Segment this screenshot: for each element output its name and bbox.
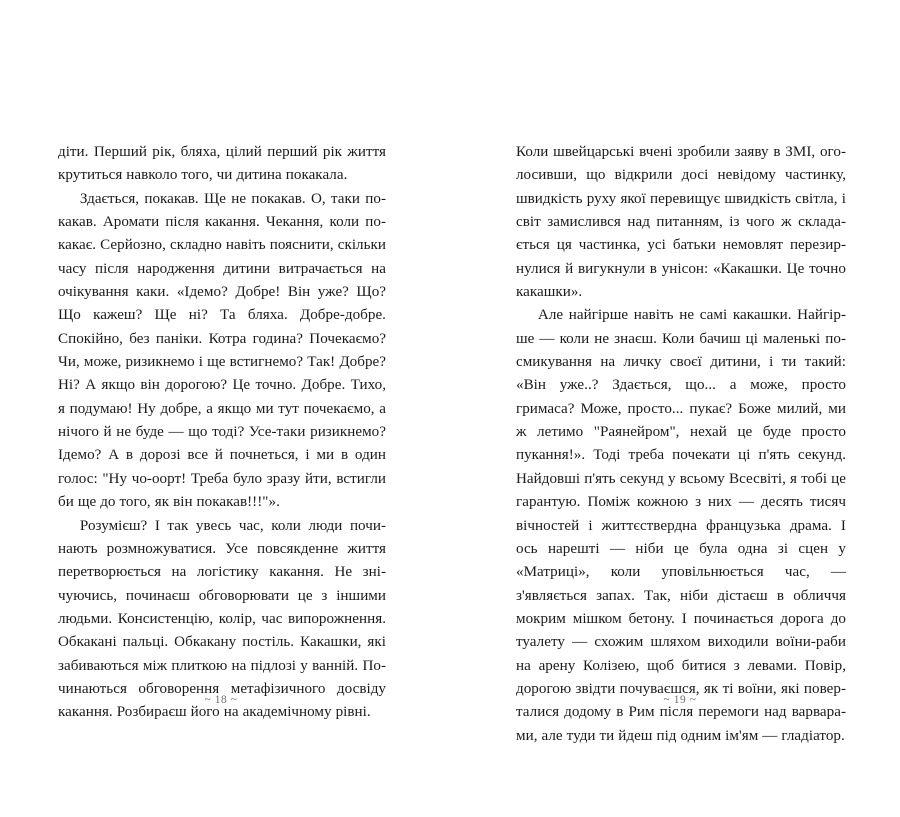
page-right xyxy=(450,0,900,817)
paragraph: Коли швейцарські вчені зробили заяву в ЗМІ, оголосивши, що відкрили досі невідому частинку, швидкість руху якої перевищує швидкість світла, і світ замислився над питанням, із чого ж складається ця частинка, усі батьки немовлят перезирнулися й вигукнули в унісон: «Какашки. Це точно какашки». xyxy=(516,144,846,301)
page-number-left: ~ 18 ~ xyxy=(204,694,238,706)
paragraph: Здається, покакав. Ще не покакав. О, таки покакав. Аромати після какання. Чекання, коли покакає. Серйозно, складно навіть пояснити, скільки часу після народження дитини витрачається на очікування каки. «Ідемо? Добре! Він уже? Що? Що кажеш? Ще ні? Та бляха. Добре-добре. Спокійно, без паніки. Котра година? Почекаємо? Чи, може, ризикнемо і ще встигнемо? Так! Добре? Ні? А якщо він дорогою? Це точно. Добре. Тихо, я подумаю! Ну добре, а якщо ми тут почекаємо, а нічого й не буде — що тоді? Усе-таки ризикнемо? Ідемо? А в дорозі все й почнеться, і ми в один голос: "Ну чо-оорт! Треба було зразу йти, встигли би ще до того, як він покакав!!!"». xyxy=(58,190,386,511)
page-number-right: ~ 19 ~ xyxy=(663,694,697,706)
paragraph: діти. Перший рік, бляха, цілий перший рік життя крутиться навколо того, чи дитина покакала. xyxy=(58,144,386,184)
page-left-text-block xyxy=(58,141,386,725)
page-right-text-block xyxy=(516,141,846,748)
paragraph: Але найгірше навіть не самі какашки. Найгірше — коли не знаєш. Коли бачиш ці маленькі посмикування на личку своєї дитини, і ти такий: «Він уже..? Здається, що... а може, просто гримаса? Може, просто... пукає? Боже милий, ми ж летимо "Раянейром", нехай це буде просто пукання!». Тоді треба почекати ці п'ять секунд. Найдовші п'ять секунд у всьому Всесвіті, я тобі це гарантую. Поміж кожною з них — десять тисяч вічностей і життєствердна французька драма. І ось нарешті — ніби це була одна зі сцен у «Матриці», коли уповільнюється час, — з'являється запах. Так, ніби дістаєш в обличчя мокрим мішком бетону. І починається дорога до туалету — схожим шляхом виходили воїни-раби на арену Колізею, щоб битися з левами. Повір, дорогою звідти почуваєшся, як ті воїни, які поверталися додому в Рим після перемоги над варварами, але туди ти йдеш під одним ім'ям — гладіатор. xyxy=(516,307,846,744)
paragraph: Розумієш? І так увесь час, коли люди починають розмножуватися. Усе повсякденне життя перетворюється на логістику какання. Не знічуючись, починаєш обговорювати це з іншими людьми. Консистенцію, колір, час випорожнення. Обкакані пальці. Обкакану постіль. Какашки, які забиваються між плиткою на підлозі у ванній. Починаються обговорення метафізичного досвіду какання. Розбираєш його на академічному рівні. xyxy=(58,517,386,721)
